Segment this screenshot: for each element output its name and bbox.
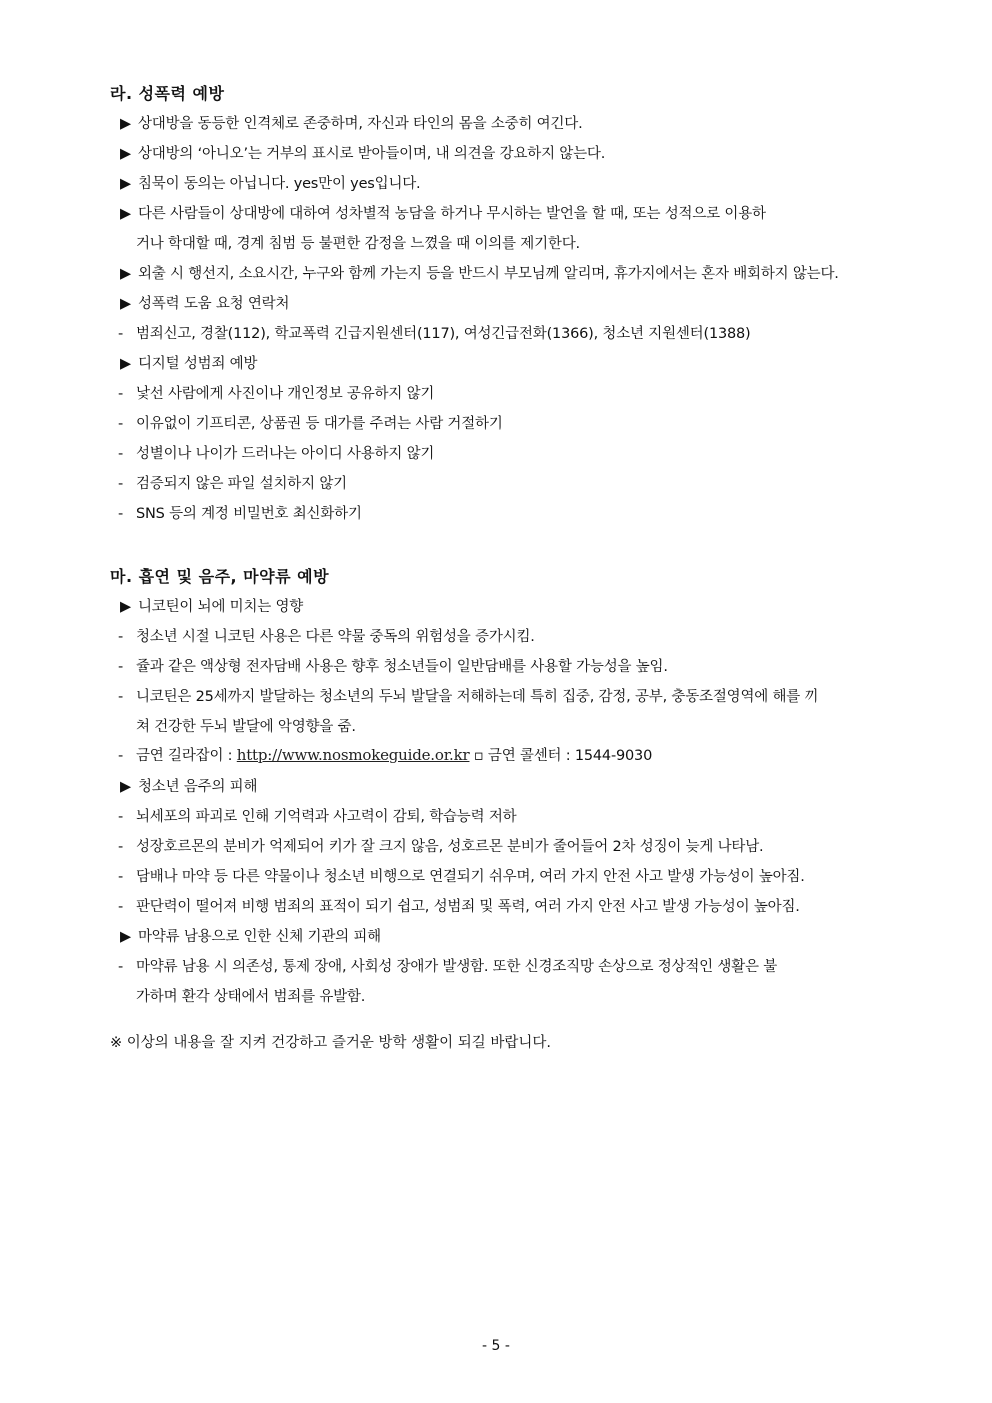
list-item: - 담배나 마약 등 다른 약물이나 청소년 비행으로 연결되기 쉬우며, 여러 가지 안전 사고 발생 가능성이 높아짐.: [118, 869, 805, 885]
list-item: - 니코틴은 25세까지 발달하는 청소년의 두뇌 발달을 저해하는데 특히 집중, 감정, 공부, 충동조절영역에 해를 끼: [118, 689, 819, 705]
bullet-triangle-icon: ▶: [120, 146, 131, 162]
bullet-triangle-icon: ▶: [120, 929, 131, 945]
list-item: ▶ 상대방의 ‘아니오’는 거부의 표시로 받아들이며, 내 의견을 강요하지 않는다.: [120, 146, 606, 162]
list-item: - 성장호르몬의 분비가 억제되어 키가 잘 크지 않음, 성호르몬 분비가 줄어들어 2차 성징이 늦게 나타남.: [118, 839, 764, 855]
list-item-quit-resources: - 금연 길라잡이 : http://www.nosmokeguide.or.kr ▫ 금연 콜센터 : 1544-9030: [118, 746, 653, 764]
list-item: - 성별이나 나이가 드러나는 아이디 사용하지 않기: [118, 446, 435, 462]
list-item-subheading: ▶ 청소년 음주의 피해: [120, 779, 258, 795]
list-item: - SNS 등의 계정 비밀번호 최신화하기: [118, 506, 362, 522]
bullet-triangle-icon: ▶: [120, 206, 131, 222]
list-item: - 뇌세포의 파괴로 인해 기억력과 사고력이 감퇴, 학습능력 저하: [118, 809, 517, 825]
page-number: - 5 -: [482, 1338, 510, 1354]
list-item: - 쥴과 같은 액상형 전자담배 사용은 향후 청소년들이 일반담배를 사용할 가능성을 높임.: [118, 659, 668, 675]
list-item-continuation: 쳐 건강한 두뇌 발달에 악영향을 줌.: [136, 719, 356, 735]
list-item-subheading: ▶ 성폭력 도움 요청 연락처: [120, 296, 290, 312]
list-item: - 청소년 시절 니코틴 사용은 다른 약물 중독의 위험성을 증가시킴.: [118, 629, 535, 645]
closing-note: ※ 이상의 내용을 잘 지켜 건강하고 즐거운 방학 생활이 되길 바랍니다.: [110, 1035, 552, 1051]
list-item: ▶ 상대방을 동등한 인격체로 존중하며, 자신과 타인의 몸을 소중히 여긴다.: [120, 116, 583, 132]
list-item-subheading: ▶ 마약류 남용으로 인한 신체 기관의 피해: [120, 929, 381, 945]
list-item: - 낯선 사람에게 사진이나 개인정보 공유하지 않기: [118, 386, 435, 402]
list-item: - 범죄신고, 경찰(112), 학교폭력 긴급지원센터(117), 여성긴급전화(1366), 청소년 지원센터(1388): [118, 326, 751, 342]
bullet-triangle-icon: ▶: [120, 779, 131, 795]
list-item: ▶ 다른 사람들이 상대방에 대하여 성차별적 농담을 하거나 무시하는 발언을 할 때, 또는 성적으로 이용하: [120, 206, 766, 222]
list-item: - 검증되지 않은 파일 설치하지 않기: [118, 476, 347, 492]
list-item-subheading: ▶ 디지털 성범죄 예방: [120, 356, 258, 372]
bullet-triangle-icon: ▶: [120, 116, 131, 132]
section-heading-smoking-drinking-drugs: 마. 흡연 및 음주, 마약류 예방: [110, 567, 330, 586]
bullet-triangle-icon: ▶: [120, 296, 131, 312]
list-item: - 판단력이 떨어져 비행 범죄의 표적이 되기 쉽고, 성범죄 및 폭력, 여러 가지 안전 사고 발생 가능성이 높아짐.: [118, 899, 800, 915]
list-item-continuation: 거나 학대할 때, 경계 침범 등 불편한 감정을 느꼈을 때 이의를 제기한다.: [136, 236, 580, 252]
list-item-subheading: ▶ 니코틴이 뇌에 미치는 영향: [120, 599, 304, 615]
list-item: - 마약류 남용 시 의존성, 통제 장애, 사회성 장애가 발생함. 또한 신경조직망 손상으로 정상적인 생활은 불: [118, 959, 778, 975]
list-item: ▶ 외출 시 행선지, 소요시간, 누구와 함께 가는지 등을 반드시 부모님께 알리며, 휴가지에서는 혼자 배회하지 않는다.: [120, 266, 839, 282]
list-item: - 이유없이 기프티콘, 상품권 등 대가를 주려는 사람 거절하기: [118, 416, 503, 432]
bullet-triangle-icon: ▶: [120, 176, 131, 192]
list-item: ▶ 침묵이 동의는 아닙니다. yes만이 yes입니다.: [120, 176, 421, 192]
bullet-triangle-icon: ▶: [120, 599, 131, 615]
list-item-continuation: 가하며 환각 상태에서 범죄를 유발함.: [136, 989, 366, 1005]
section-heading-sexual-violence: 라. 성폭력 예방: [110, 84, 225, 103]
bullet-triangle-icon: ▶: [120, 356, 131, 372]
quit-guide-link[interactable]: http://www.nosmokeguide.or.kr: [236, 746, 470, 764]
bullet-triangle-icon: ▶: [120, 266, 131, 282]
